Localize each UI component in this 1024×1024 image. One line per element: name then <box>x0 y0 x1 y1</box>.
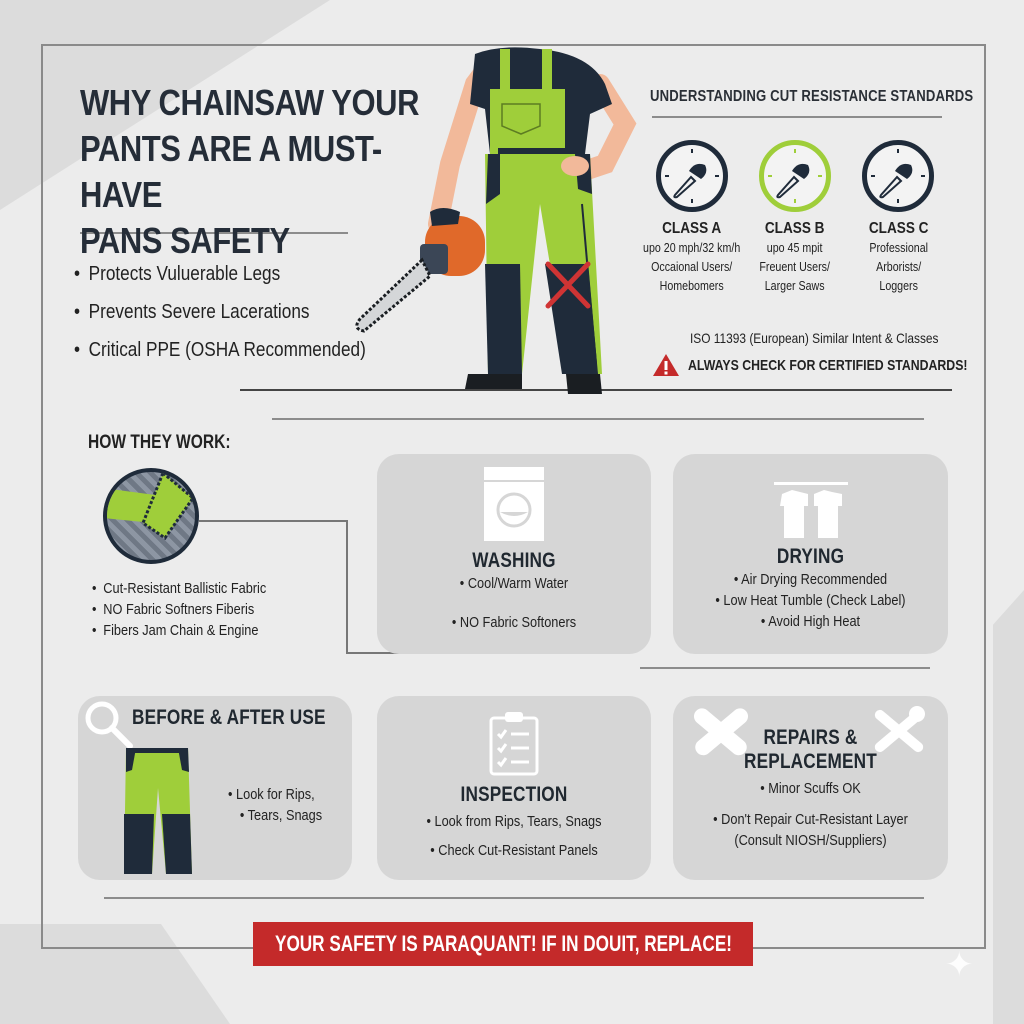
class-users: Freuent Users/ <box>759 259 831 274</box>
card-sub-note: (Consult NIOSH/Suppliers) <box>734 832 887 849</box>
class-users-2: Loggers <box>879 278 918 293</box>
card-item: • Air Drying Recommended <box>694 569 928 590</box>
pants-icon <box>122 748 192 874</box>
fabric-cut-icon <box>103 468 199 564</box>
magnifier-icon <box>84 700 134 750</box>
hanging-shirts-icon <box>774 480 848 540</box>
sparkle-icon: ✦ <box>945 946 974 984</box>
class-users-2: Larger Saws <box>765 278 825 293</box>
warning-text: ALWAYS CHECK FOR CERTIFIED STANDARDS! <box>688 356 968 374</box>
repairs-card <box>673 696 948 880</box>
title-line-2: PANTS ARE A MUST-HAVE <box>80 128 382 215</box>
worker-with-chainsaw-illustration <box>350 44 650 394</box>
class-speed: Professional <box>868 240 928 255</box>
card-title: WASHING <box>472 549 556 572</box>
washing-card <box>377 454 651 654</box>
benefit-item: • Critical PPE (OSHA Recommended) <box>74 331 366 369</box>
class-name: CLASS C <box>868 220 929 237</box>
benefit-item: • Protects Vuluerable Legs <box>74 255 366 293</box>
chainsaw-gauge-icon <box>759 140 831 212</box>
certified-warning <box>652 353 1024 377</box>
banner-text: YOUR SAFETY IS PARAQUANT! IF IN DOUIT, REPLACE! <box>275 931 732 956</box>
safety-banner <box>253 922 753 966</box>
how-title: HOW THEY WORK: <box>88 432 231 453</box>
divider-mid <box>640 667 930 669</box>
card-title: INSPECTION <box>460 783 568 806</box>
benefit-item: • Prevents Severe Lacerations <box>74 293 366 331</box>
class-speed: upo 45 mpit <box>767 240 823 255</box>
card-item: • Avoid High Heat <box>694 611 928 632</box>
title-line-1: WHY CHAINSAW YOUR <box>80 82 420 123</box>
card-title-line-2: REPLACEMENT <box>744 750 877 773</box>
drying-card <box>673 454 948 654</box>
class-c <box>847 140 950 295</box>
divider-bottom <box>104 897 924 899</box>
clipboard-checklist-icon <box>489 712 539 776</box>
divider-how <box>272 418 924 420</box>
card-item: • Look from Rips, Tears, Snags <box>398 811 631 832</box>
class-users: Occaional Users/ <box>651 259 733 274</box>
inspection-card <box>377 696 651 880</box>
class-name: CLASS A <box>662 220 722 237</box>
title-line-3: PANS SAFETY <box>80 220 290 261</box>
card-title: BEFORE & AFTER USE <box>132 706 326 729</box>
how-item: • Fibers Jam Chain & Engine <box>92 620 266 641</box>
class-name: CLASS B <box>765 220 825 237</box>
class-users: Arborists/ <box>875 259 921 274</box>
class-users-2: Homebomers <box>659 278 724 293</box>
chainsaw-gauge-icon <box>862 140 934 212</box>
before-after-card <box>78 696 352 880</box>
card-item: • Low Heat Tumble (Check Label) <box>694 590 928 611</box>
chainsaw-gauge-icon <box>656 140 728 212</box>
card-title: REPAIRS & <box>763 726 858 749</box>
standards-title: UNDERSTANDING CUT RESISTANCE STANDARDS <box>650 88 974 105</box>
washing-machine-icon <box>483 466 545 542</box>
card-item-continued: • Tears, Snags <box>228 805 322 826</box>
class-b <box>743 140 846 295</box>
card-item: • NO Fabric Softoners <box>398 612 631 633</box>
card-item: • Look for Rips, <box>228 784 322 805</box>
card-item: • Don't Repair Cut-Resistant Layer <box>694 809 928 830</box>
how-list <box>92 578 297 641</box>
how-item: • Cut-Resistant Ballistic Fabric <box>92 578 266 599</box>
class-list <box>640 140 950 295</box>
card-title: DRYING <box>776 545 845 568</box>
card-item: • Check Cut-Resistant Panels <box>398 840 631 861</box>
class-a <box>640 140 743 295</box>
bg-shape-right <box>993 590 1024 1024</box>
divider-standards <box>652 116 942 118</box>
how-item: • NO Fabric Softners Fiberis <box>92 599 266 620</box>
card-item: • Minor Scuffs OK <box>694 778 928 799</box>
warning-icon <box>652 353 680 377</box>
card-item: • Cool/Warm Water <box>398 573 631 594</box>
class-speed: upo 20 mph/32 km/h <box>643 240 741 255</box>
iso-note: ISO 11393 (European) Similar Intent & Classes <box>690 330 939 346</box>
